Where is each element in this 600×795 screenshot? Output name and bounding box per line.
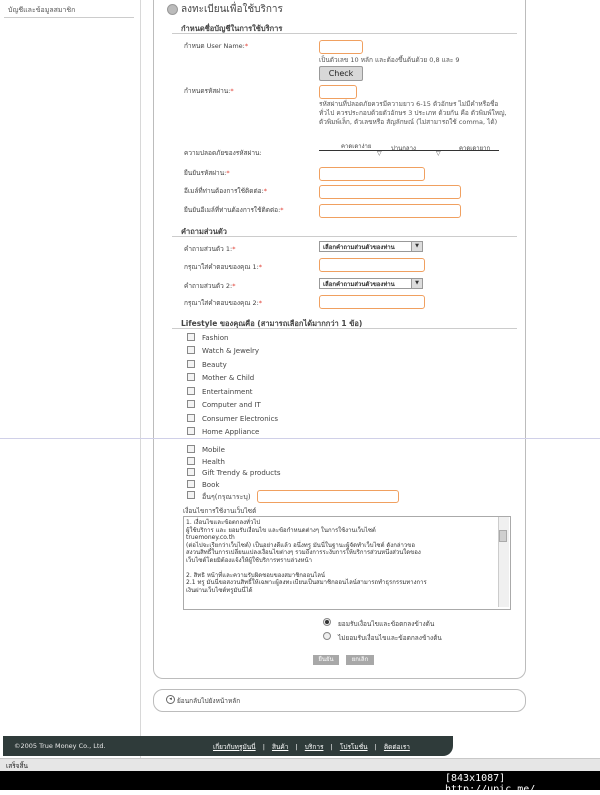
accept-radio[interactable] xyxy=(323,618,331,626)
username-input[interactable] xyxy=(319,40,363,54)
question2-label: คำถามส่วนตัว 2:* xyxy=(184,282,236,290)
strength-level-weak: คาดเดาง่าย xyxy=(341,143,372,150)
username-label: กำหนด User Name:* xyxy=(184,42,249,50)
username-note: เป็นตัวเลข 10 หลัก และต้องขึ้นต้นด้วย 0,8 และ 9 xyxy=(319,56,460,64)
account-section-title: กำหนดชื่อบัญชีในการใช้บริการ xyxy=(181,24,283,33)
lifestyle-checkbox[interactable] xyxy=(187,333,195,341)
decline-label: ไม่ยอมรับเงื่อนไขและข้อตกลงข้างต้น xyxy=(338,634,442,642)
footer-link-contact[interactable]: ติดต่อเรา xyxy=(383,743,410,751)
status-bar xyxy=(0,758,600,772)
lifestyle-option-label: Gift Trendy & products xyxy=(202,469,281,477)
chevron-down-icon: ▼ xyxy=(411,279,422,288)
answer1-input[interactable] xyxy=(319,258,425,272)
lifestyle-other-input[interactable] xyxy=(257,490,399,503)
check-button[interactable]: Check xyxy=(319,66,363,81)
questions-section-title: คำถามส่วนตัว xyxy=(181,227,227,236)
footer-link-about[interactable]: เกี่ยวกับทรูมันนี่ xyxy=(213,743,256,751)
strength-meter xyxy=(319,140,499,160)
lifestyle-checkbox[interactable] xyxy=(187,457,195,465)
lifestyle-checkbox[interactable] xyxy=(187,480,195,488)
footer-separator: | xyxy=(262,743,265,751)
watermark-text: [843x1087] http://upic.me/ xyxy=(445,773,536,795)
terms-title: เงื่อนไขการใช้งานเว็บไซต์ xyxy=(183,507,257,515)
answer1-label: กรุณาใส่คำตอบของคุณ 1:* xyxy=(184,263,263,271)
title-bullet-icon xyxy=(167,4,178,15)
lifestyle-option-label: Entertainment xyxy=(202,388,253,396)
section-divider xyxy=(172,328,517,329)
lifestyle-checkbox[interactable] xyxy=(187,414,195,422)
lifestyle-checkbox[interactable] xyxy=(187,427,195,435)
confirm-email-input[interactable] xyxy=(319,204,461,218)
email-label: อีเมล์ที่ท่านต้องการใช้ติดต่อ:* xyxy=(184,187,268,195)
footer-link-promotion[interactable]: โปรโมชั่น xyxy=(339,743,368,751)
confirm-password-input[interactable] xyxy=(319,167,425,181)
lifestyle-checkbox[interactable] xyxy=(187,346,195,354)
lifestyle-checkbox[interactable] xyxy=(187,387,195,395)
strength-arrow-icon: ▽ xyxy=(377,150,382,157)
chevron-down-icon: ▼ xyxy=(411,242,422,251)
confirm-password-label: ยืนยันรหัสผ่าน:* xyxy=(184,169,230,177)
question2-select[interactable]: เลือกคำถามส่วนตัวของท่าน ▼ xyxy=(319,278,423,289)
submit-button[interactable]: ยืนยัน xyxy=(313,655,339,665)
footer-separator: | xyxy=(330,743,333,751)
section-divider xyxy=(172,236,517,237)
lifestyle-option-label: Health xyxy=(202,458,225,466)
lifestyle-checkbox[interactable] xyxy=(187,468,195,476)
footer-separator: | xyxy=(295,743,298,751)
lifestyle-option-label: Mother & Child xyxy=(202,374,255,382)
footer-separator: | xyxy=(374,743,377,751)
sidebar xyxy=(0,0,141,775)
lifestyle-checkbox[interactable] xyxy=(187,400,195,408)
terms-text: 1. เงื่อนไขและข้อตกลงทั่วไป ผู้ใช้บริการ และ ยอมรับเงื่อนไข และข้อกำหนดต่างๆ ในการใช้งานเว็บไซต์ truemoney.co.th (ต่อไปจะเรียกว่าเว็บไซต์) เป็นอย่างดีแล้ว อนึ่งทรู มันนี่ในฐานะผู้จัดทำเว็บไซต์ ดังกล่าวขอ สงวนสิทธิ์ในการเปลี่ยนแปลงเงื่อนไขต่างๆ รวมถึงการระงับการให้บริการส่วนหนึ่งส่วนใดของ เว็บไซต์โดยมิต้องแจ้งให้ผู้ใช้บริการทราบล่วงหน้า 2. สิทธิ หน้าที่และความรับผิดชอบของสมาชิกออนไลน์ 2.1 ทรู มันนี่ขอสงวนสิทธิ์ให้เฉพาะผู้ลงทะเบียนเป็นสมาชิกออนไลน์สามารถทำธุรกรรมทางการ เงินผ่านเว็บไซต์ทรูมันนี่ได้ xyxy=(186,519,427,594)
accept-label: ยอมรับเงื่อนไขและข้อตกลงข้างต้น xyxy=(338,620,435,628)
answer2-label: กรุณาใส่คำตอบของคุณ 2:* xyxy=(184,299,263,307)
screenshot-seam xyxy=(0,438,600,439)
password-label: กำหนดรหัสผ่าน:* xyxy=(184,87,234,95)
lifestyle-option-label: Computer and IT xyxy=(202,401,261,409)
sidebar-link-account[interactable]: บัญชีและข้อมูลสมาชิก xyxy=(8,6,76,14)
footer-links xyxy=(213,742,410,752)
lifestyle-option-label: Mobile xyxy=(202,446,225,454)
strength-label: ความปลอดภัยของรหัสผ่าน: xyxy=(184,149,262,157)
section-divider xyxy=(172,33,517,34)
radio-selected-dot xyxy=(325,620,329,624)
cancel-button[interactable]: ยกเลิก xyxy=(346,655,374,665)
lifestyle-option-label: Fashion xyxy=(202,334,229,342)
lifestyle-option-label: Beauty xyxy=(202,361,227,369)
lifestyle-option-label: Consumer Electronics xyxy=(202,415,279,423)
sidebar-divider xyxy=(4,17,134,18)
lifestyle-section-title: Lifestyle ของคุณคือ (สามารถเลือกได้มากกว่า 1 ข้อ) xyxy=(181,319,363,328)
strength-level-strong: คาดเดายาก xyxy=(459,145,491,152)
email-input[interactable] xyxy=(319,185,461,199)
question1-label: คำถามส่วนตัว 1:* xyxy=(184,245,236,253)
password-input[interactable] xyxy=(319,85,357,99)
footer-copyright: ©2005 True Money Co., Ltd. xyxy=(14,742,106,750)
lifestyle-checkbox[interactable] xyxy=(187,373,195,381)
strength-arrow-icon: ▽ xyxy=(436,150,441,157)
confirm-email-label: ยืนยันอีเมล์ที่ท่านต้องการใช้ติดต่อ:* xyxy=(184,206,284,214)
lifestyle-option-label: Home Appliance xyxy=(202,428,260,436)
password-note: รหัสผ่านที่ปลอดภัยควรมีความยาว 6-15 ตัวอักษร ไม่มีคำหรือชื่อทั่วไป ควรประกอบด้วยตัวอักษร 3 ประเภท ด้วยกัน คือ ตัวพิมพ์ใหญ่, ตัวพิมพ์เล็ก, ตัวเลขหรือ สัญลักษณ์ (ไม่สามารถใช้ comma, ได้) xyxy=(319,100,507,126)
back-link[interactable]: ย้อนกลับไปยังหน้าหลัก xyxy=(177,697,241,705)
answer2-input[interactable] xyxy=(319,295,425,309)
footer-link-products[interactable]: สินค้า xyxy=(271,743,289,751)
question1-select[interactable]: เลือกคำถามส่วนตัวของท่าน ▼ xyxy=(319,241,423,252)
lifestyle-option-label: อื่นๆ(กรุณาระบุ) xyxy=(202,493,251,501)
arrow-left-icon: ◂ xyxy=(166,695,175,704)
lifestyle-option-label: Book xyxy=(202,481,220,489)
terms-scrollbar-thumb[interactable] xyxy=(499,530,507,542)
footer-link-services[interactable]: บริการ xyxy=(304,743,324,751)
decline-radio[interactable] xyxy=(323,632,331,640)
lifestyle-checkbox[interactable] xyxy=(187,491,195,499)
lifestyle-checkbox[interactable] xyxy=(187,360,195,368)
page-title: ลงทะเบียนเพื่อใช้บริการ xyxy=(181,4,283,15)
strength-level-medium: ปานกลาง xyxy=(391,145,416,152)
lifestyle-option-label: Watch & Jewelry xyxy=(202,347,260,355)
status-text: เสร็จสิ้น xyxy=(6,762,28,770)
lifestyle-checkbox[interactable] xyxy=(187,445,195,453)
